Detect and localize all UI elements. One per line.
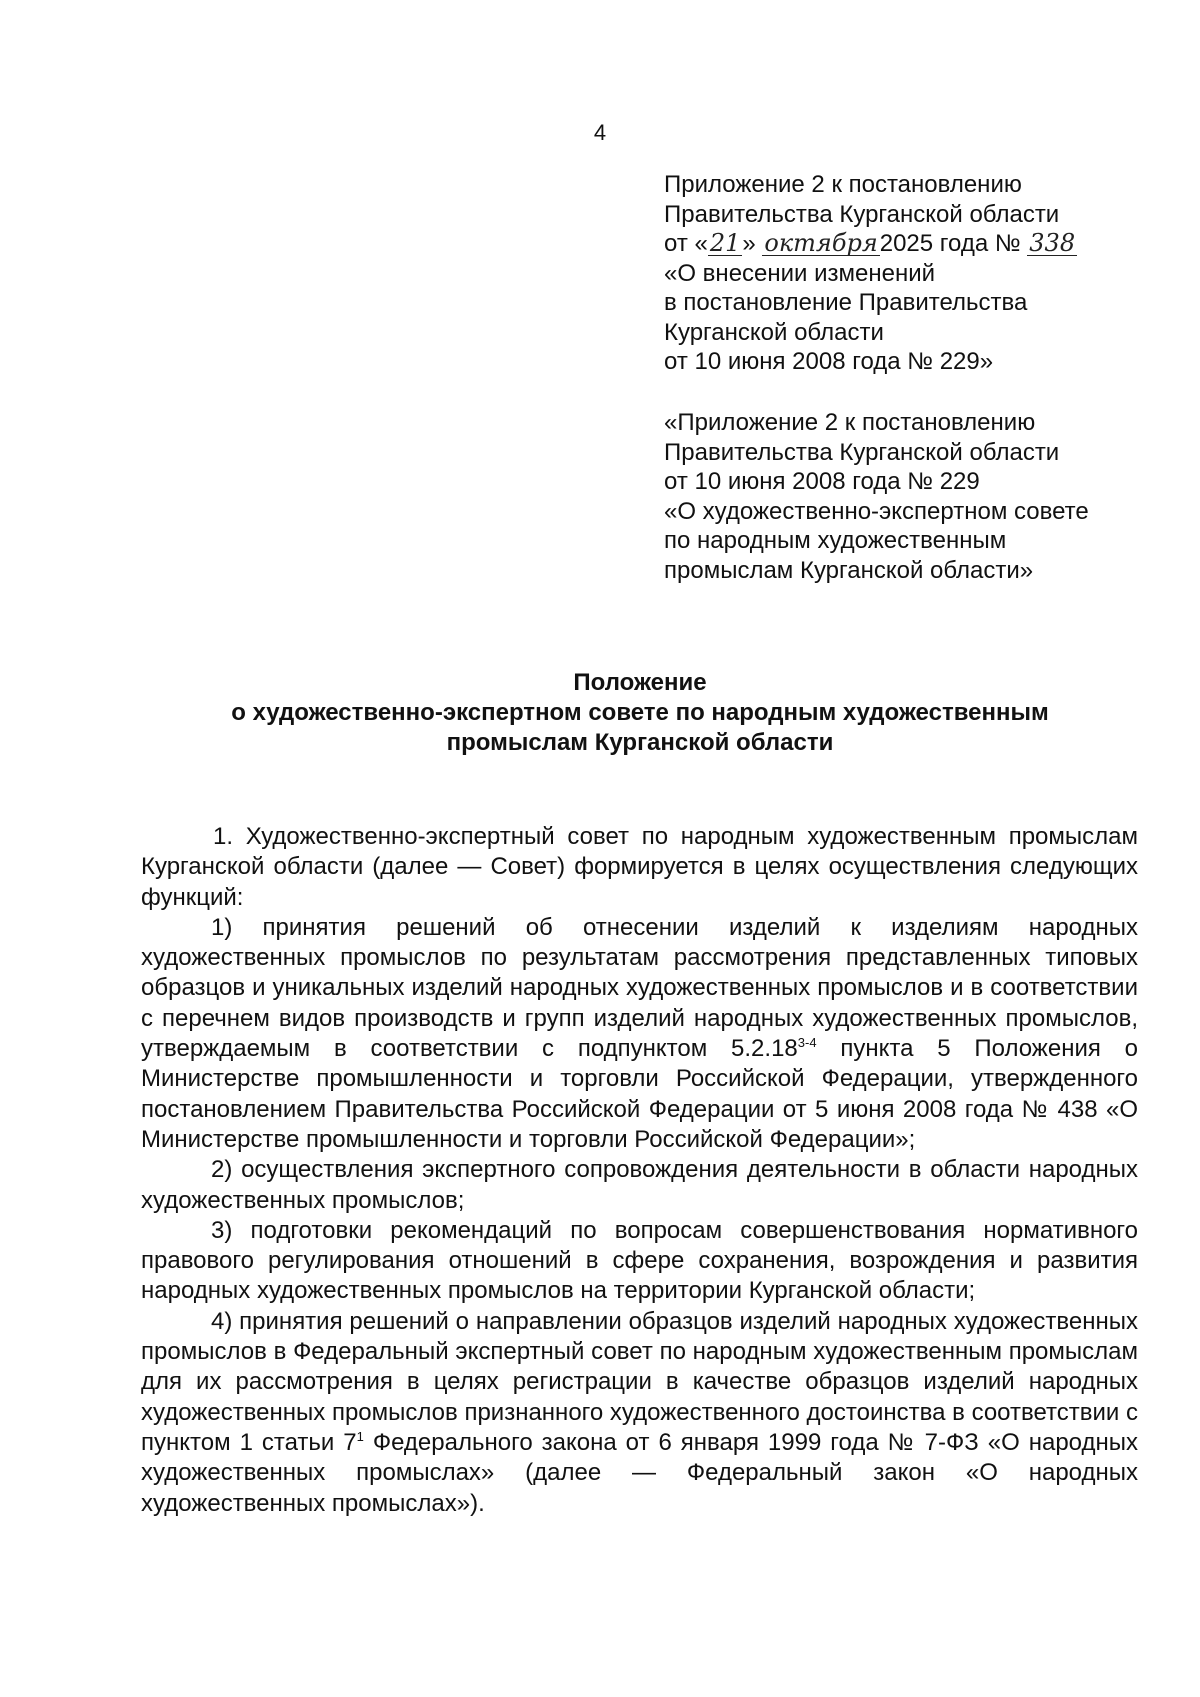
item-4-text: 4) принятия решений о направлении образцов изделий народных художественных промыслов в Федеральный экспертный совет по народным художественным промыслам для их рассмотрения в целях регистрации в качестве образцов изделий народных художественных промыслов признанного художественного достоинства в соответствии с пунктом 1 статьи 7 <box>141 1307 1138 1456</box>
appendix-line-2: Правительства Курганской области <box>664 200 1060 228</box>
quoted-appendix-header <box>664 408 1134 585</box>
appendix-line-1: Приложение 2 к постановлению <box>664 171 1022 198</box>
appendix-line-7: от 10 июня 2008 года № 229» <box>664 348 994 375</box>
appendix-header <box>664 170 1134 377</box>
paragraph-item-2: 2) осуществления экспертного сопровождения деятельности в области народных художественных промыслов; <box>141 1156 1138 1214</box>
quoted-appendix-line-6: промыслам Курганской области» <box>664 556 1034 584</box>
appendix-date-line <box>664 229 1134 259</box>
title-line-2: о художественно-экспертном совете по народным художественным <box>231 699 1049 726</box>
quoted-appendix-line-3: от 10 июня 2008 года № 229 <box>664 468 980 495</box>
handwritten-day: 21 <box>709 229 741 257</box>
paragraph-item-3: 3) подготовки рекомендаций по вопросам совершенствования нормативного правового регулирования отношений в сфере сохранения, возрождения и развития народных художественных промыслов на территории Курганской области; <box>141 1216 1138 1305</box>
item-4-superscript: 1 <box>356 1428 364 1444</box>
handwritten-month: октября <box>764 229 878 257</box>
date-year: 2025 года № <box>879 230 1028 257</box>
paragraph-item-1 <box>141 913 1138 1155</box>
page-number: 4 <box>593 120 607 145</box>
appendix-line-5: в постановление Правительства <box>664 289 1028 316</box>
item-4-text-cont: Федерального закона от 6 января 1999 года № 7-ФЗ «О народных художественных промыслах» (далее — Федеральный закон «О народных художественных промыслах»). <box>141 1428 1139 1517</box>
document-body <box>141 822 1138 1519</box>
quoted-appendix-line-2: Правительства Курганской области <box>664 438 1060 466</box>
appendix-line-4: «О внесении изменений <box>664 259 936 287</box>
date-prefix: от « <box>664 230 708 257</box>
item-1-text: 1) принятия решений об отнесении изделий к изделиям народных художественных промыслов по результатам рассмотрения представленных типовых образцов и уникальных изделий народных художественных промыслов и в соответствии с перечнем видов производств и групп изделий народных художественных промыслов, утверждаемым в соответствии с подпунктом 5.2.18 <box>141 913 1138 1063</box>
quoted-appendix-line-1: «Приложение 2 к постановлению <box>664 409 1036 436</box>
date-mid: » <box>742 230 763 257</box>
title-line-1: Положение <box>573 669 707 696</box>
quoted-appendix-line-4: «О художественно-экспертном совете <box>664 497 1089 525</box>
paragraph-item-4 <box>141 1307 1138 1519</box>
item-1-superscript: 3-4 <box>797 1035 817 1051</box>
title-line-3: промыслам Курганской области <box>446 729 834 756</box>
item-1-text-cont: пункта 5 Положения о Министерстве промышленности и торговли Российской Федерации, утвержденного постановлением Правительства Российской Федерации от 5 июня 2008 года № 438 «О Министерстве промышленности и торговли Российской Федерации»; <box>141 1035 1138 1153</box>
handwritten-number: 338 <box>1029 229 1076 257</box>
appendix-line-6: Курганской области <box>664 318 884 346</box>
document-title <box>140 668 1140 758</box>
quoted-appendix-line-5: по народным художественным <box>664 527 1007 554</box>
paragraph-1: 1. Художественно-экспертный совет по народным художественным промыслам Курганской области (далее — Совет) формируется в целях осуществления следующих функций: <box>141 823 1138 911</box>
